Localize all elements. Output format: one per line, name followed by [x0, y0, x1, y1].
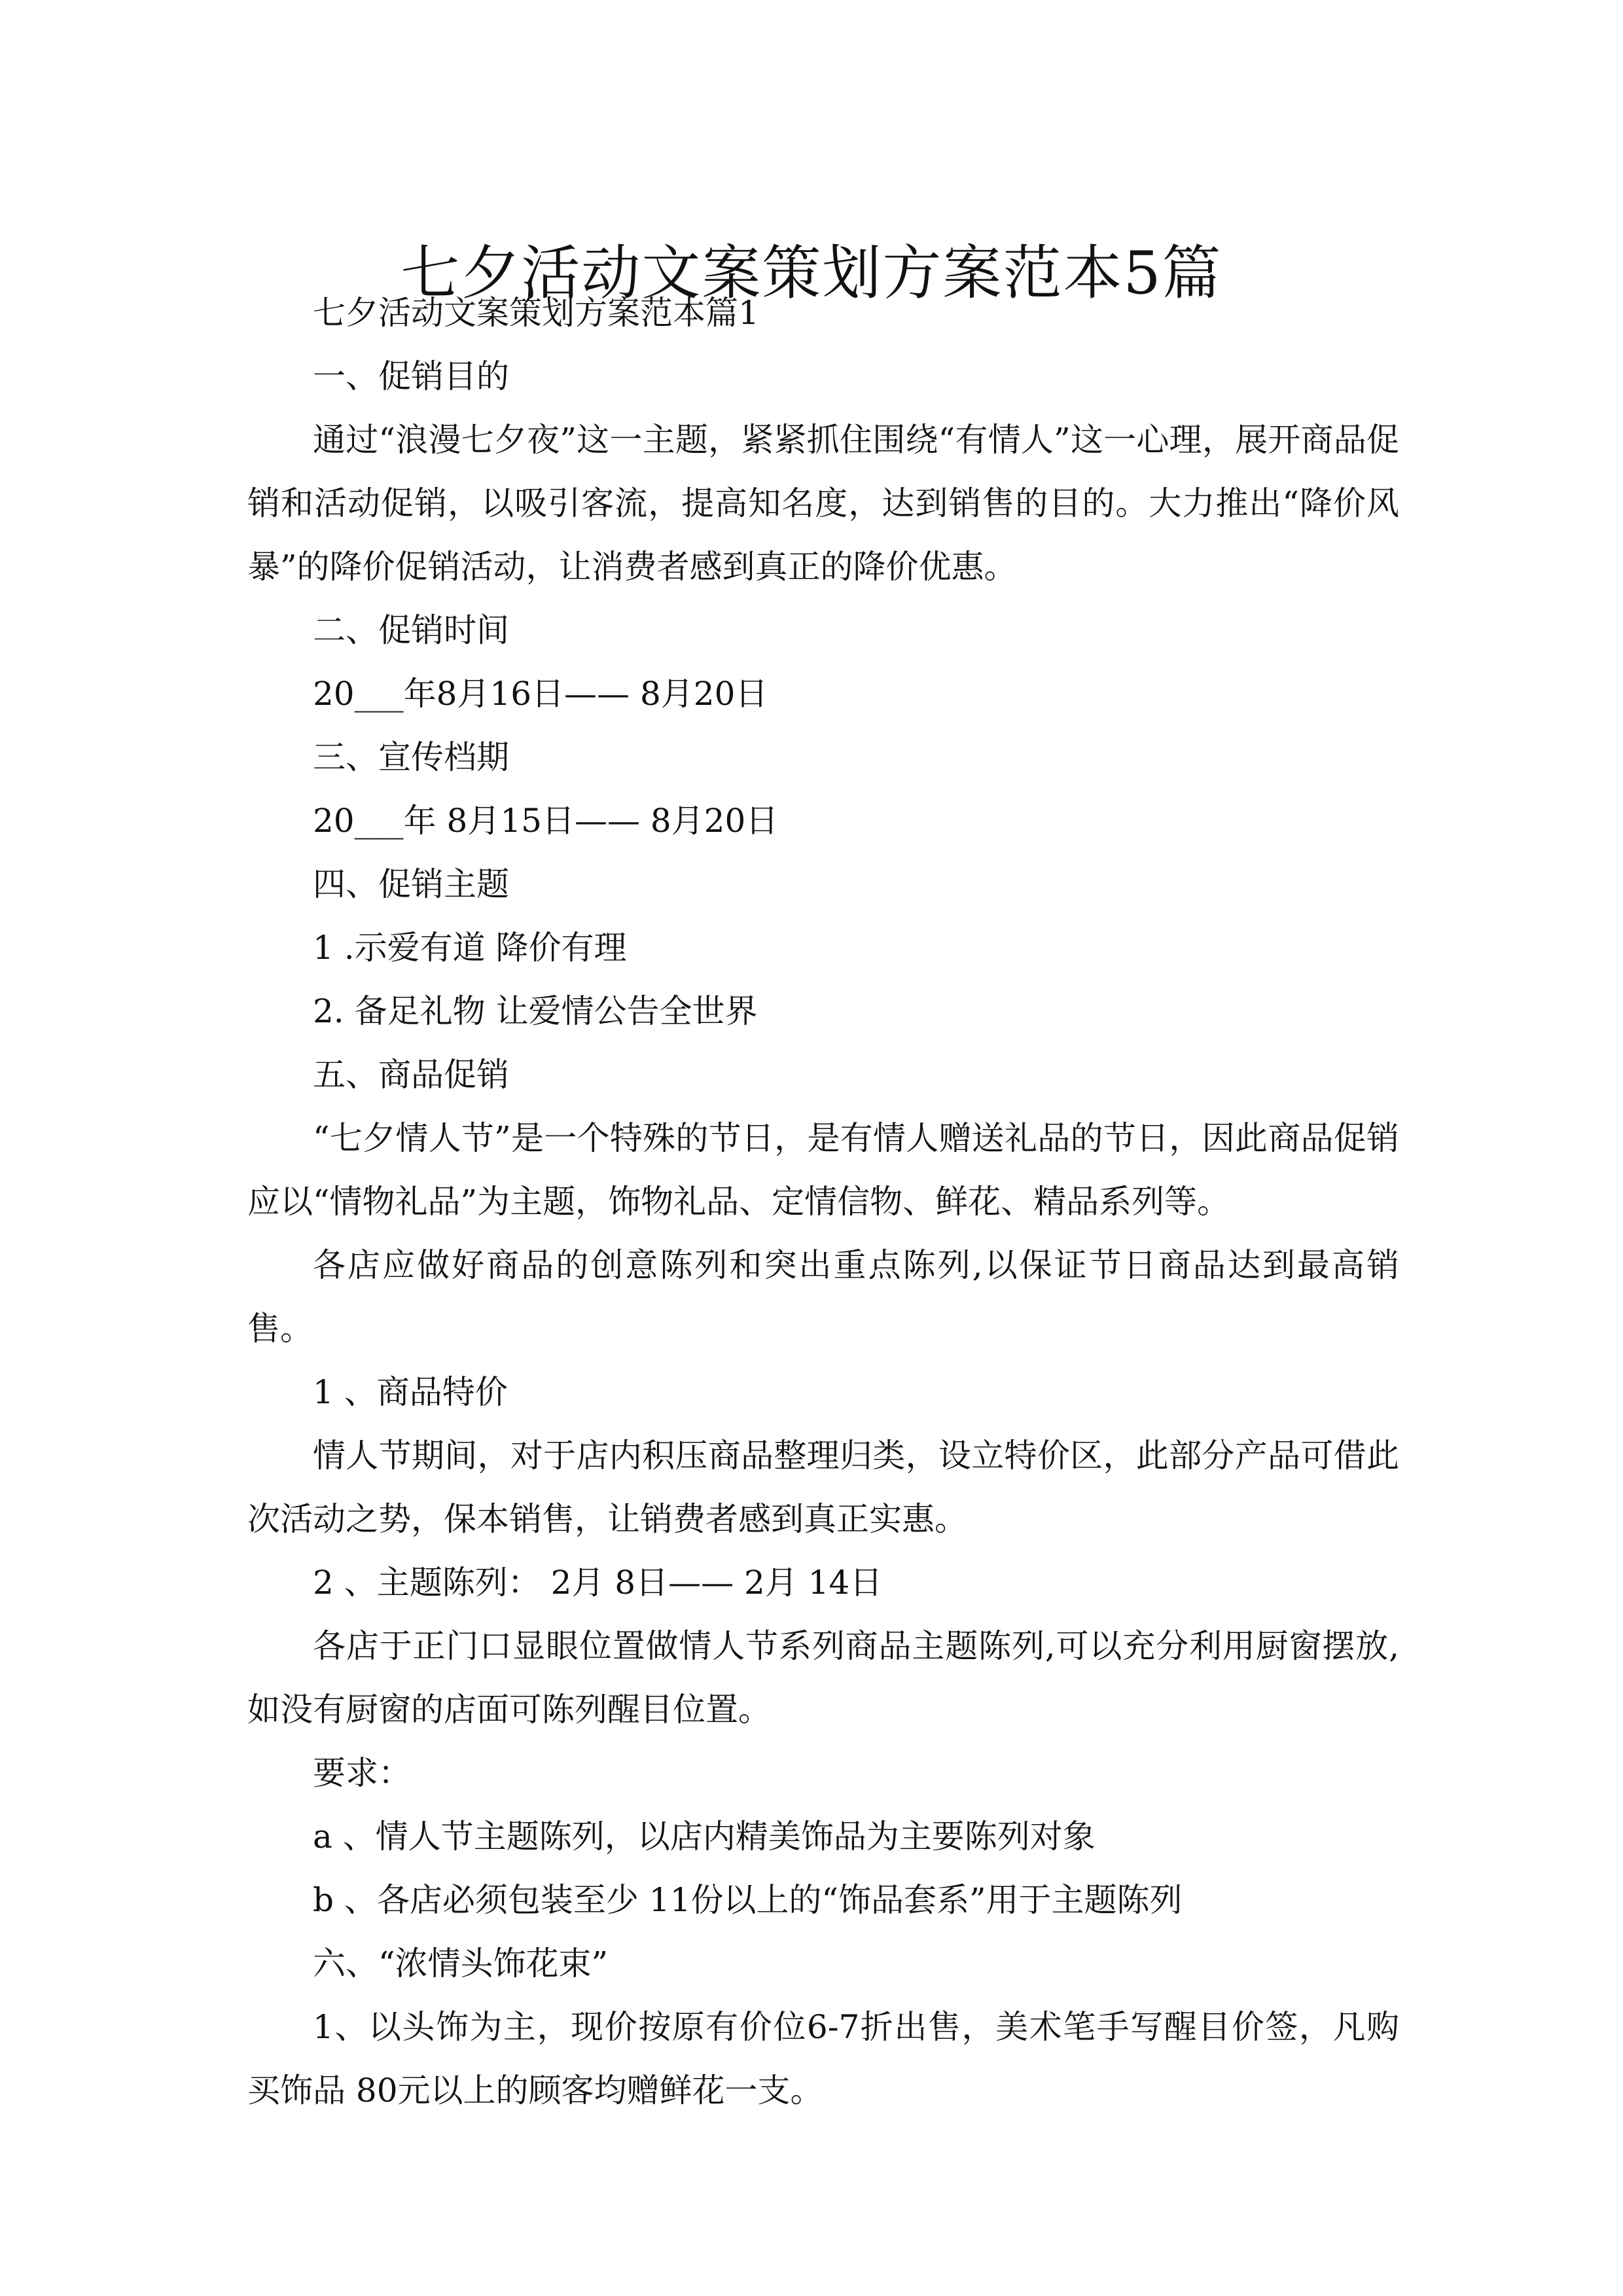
- section-heading: 四、促销主题: [313, 865, 509, 903]
- requirements-label: 要求：: [313, 1754, 411, 1792]
- list-item: b 、各店必须包装至少 11份以上的“饰品套系”用于主题陈列: [313, 1881, 1183, 1919]
- subsection-heading: 1 、商品特价: [313, 1373, 508, 1411]
- body-paragraph: 20___年8月16日—— 8月20日: [313, 675, 768, 713]
- list-item: 1 .示爱有道 降价有理: [313, 929, 627, 967]
- section-heading: 二、促销时间: [313, 611, 509, 649]
- section-heading: 三、宣传档期: [313, 738, 509, 776]
- body-paragraph: 1、以头饰为主，现价按原有价位6-7折出售，美术笔手写醒目价签，凡购买饰品 80元以上的顾客均赠鲜花一支。: [247, 2008, 1399, 2109]
- list-item: a 、情人节主题陈列，以店内精美饰品为主要陈列对象: [313, 1818, 1096, 1856]
- body-paragraph: “七夕情人节”是一个特殊的节日，是有情人赠送礼品的节日，因此商品促销应以“情物礼品”为主题，饰物礼品、定情信物、鲜花、精品系列等。: [247, 1119, 1399, 1221]
- body-paragraph: 各店应做好商品的创意陈列和突出重点陈列,以保证节日商品达到最高销售。: [247, 1246, 1399, 1348]
- section-heading: 五、商品促销: [313, 1056, 509, 1094]
- section-heading: 六、“浓情头饰花束”: [313, 1945, 609, 1982]
- body-paragraph: 情人节期间，对于店内积压商品整理归类，设立特价区，此部分产品可借此次活动之势，保本销售，让销费者感到真正实惠。: [247, 1437, 1399, 1538]
- body-paragraph: 20___年 8月15日—— 8月20日: [313, 802, 779, 840]
- section-heading: 一、促销目的: [313, 357, 509, 395]
- body-paragraph: 各店于正门口显眼位置做情人节系列商品主题陈列,可以充分利用厨窗摆放,如没有厨窗的店面可陈列醒目位置。: [247, 1627, 1399, 1729]
- list-item: 2. 备足礼物 让爱情公告全世界: [313, 992, 758, 1030]
- document-body: [247, 281, 1399, 2123]
- document-title: 七夕活动文案策划方案范本5篇: [401, 239, 1222, 308]
- section-heading: 七夕活动文案策划方案范本篇1: [313, 294, 759, 332]
- subsection-heading: 2 、主题陈列： 2月 8日—— 2月 14日: [313, 1564, 883, 1602]
- body-paragraph: 通过“浪漫七夕夜”这一主题，紧紧抓住围绕“有情人”这一心理，展开商品促销和活动促销，以吸引客流，提高知名度，达到销售的目的。大力推出“降价风暴”的降价促销活动，让消费者感到真正的降价优惠。: [247, 421, 1399, 586]
